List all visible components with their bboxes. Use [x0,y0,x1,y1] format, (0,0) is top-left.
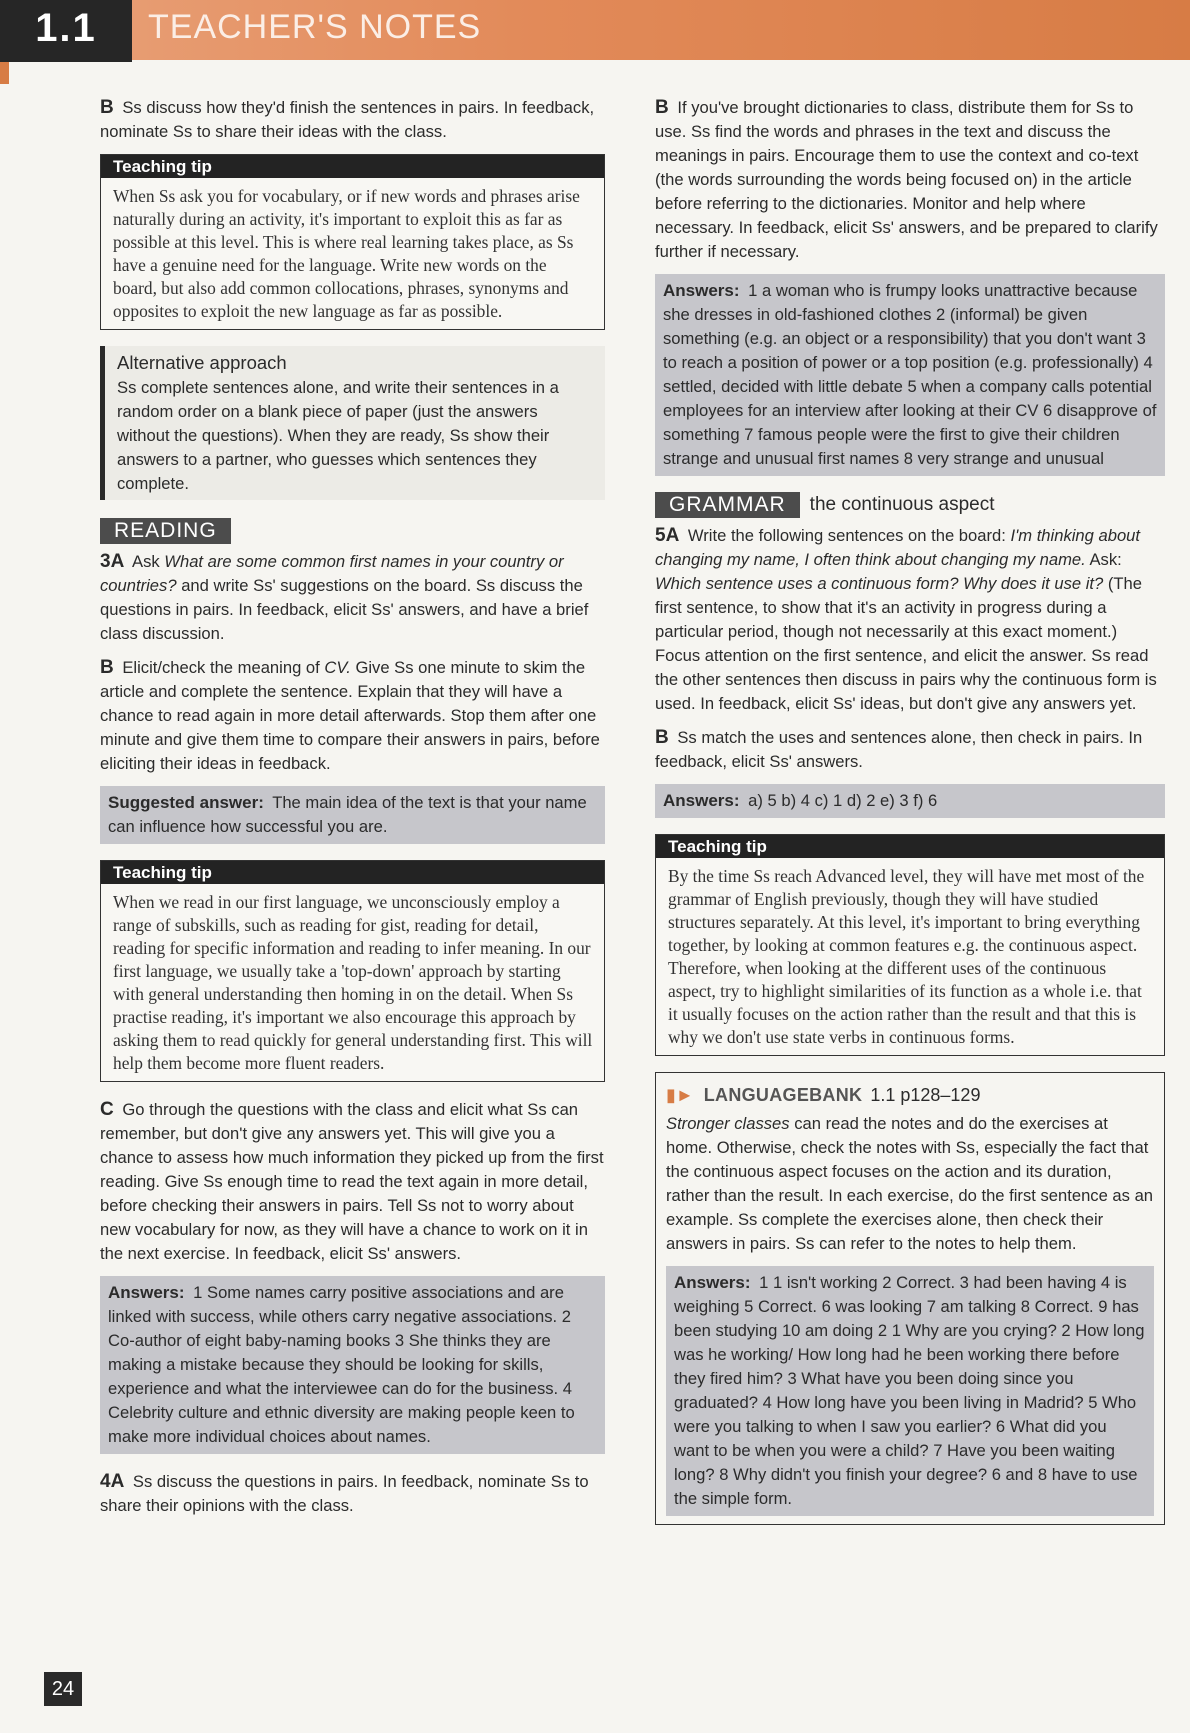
exercise-text: Elicit/check the meaning of [122,658,320,677]
board-sentences: I'm thinking about changing my name, I often think about changing my name. [655,526,1141,569]
answers-label: Answers: [674,1273,751,1292]
languagebank-reference: 1.1 p128–129 [870,1085,981,1105]
languagebank-body: can read the notes and do the exercises at home. Otherwise, check the notes with Ss, especially the fact that the continuous aspect focuses on the action and its duration, rather than the result. In each exercise, do the first sentence as an example. Ss complete the exercises alone, then check their answers in pairs. Ss can refer to the notes to help them. [666,1114,1154,1253]
languagebank-italic: Stronger classes [666,1114,790,1133]
teaching-tip-heading: Teaching tip [101,861,604,884]
exercise-4a [100,1470,605,1518]
exercise-3c [100,1098,605,1266]
teaching-tip-heading: Teaching tip [101,155,604,178]
exercise-3b [100,656,605,776]
right-column [655,96,1165,1525]
grammar-badge: GRAMMAR [655,492,800,518]
grammar-section-heading [655,492,1165,518]
teaching-tip-body: When we read in our first language, we unconsciously employ a range of subskills, such as reading for gist, reading for detail, reading for specific information and reading to infer meaning. In our first language, we usually take a 'top-down' approach by starting with general understanding then homing in on the detail. When Ss practise reading, it's important we also encourage this approach by asking them to read quickly for general understanding first. This will help them become more fluent readers. [113,892,593,1073]
exercise-term: CV. [324,658,351,677]
exercise-label: 4A [100,1471,125,1492]
page-number: 24 [44,1672,82,1706]
suggested-answer-box [100,786,605,844]
exercise-text: Ask [132,552,160,571]
exercise-label: B [100,657,114,678]
teaching-tip-box [100,860,605,1082]
arrow-right-icon: ▮► [666,1085,694,1105]
exercise-text-ask: Ask: [1089,550,1122,569]
exercise-text: Write the following sentences on the board: [687,526,1006,545]
exercise-text: If you've brought dictionaries to class, distribute them for Ss to use. Ss find the words and phrases in the text and discuss the meanings in pairs. Encourage them to use the context and co-text (the words surrounding the words being focused on) in the article before referring to the dictionaries. Monitor and help where necessary. In feedback, elicit Ss' answers, and be prepared to clarify further if necessary. [655,98,1158,261]
answers-box [655,274,1165,476]
left-column [100,96,605,1528]
exercise-text-cont: and write Ss' suggestions on the board. Ss discuss the questions in pairs. In feedback, elicit Ss' answers, and have a brief class discussion. [100,576,589,643]
answers-label: Answers: [663,791,740,810]
exercise-5b [655,726,1165,774]
exercise-text-cont: Give Ss one minute to skim the article and complete the sentence. Explain that they will have a chance to read again in more detail afterwards. Stop them after one minute and give them time to compare their answers in pairs, before eliciting their ideas in feedback. [100,658,600,773]
languagebank-heading [666,1085,1154,1106]
exercise-text-cont: (The first sentence, to show that it's an activity in progress during a particular period, though not necessarily at this exact moment.) Focus attention on the first sentence, and elicit the answer. Ss read the other sentences then discuss in pairs why the continuous form is used. In feedback, elicit Ss' ideas, but don't give any answers yet. [655,574,1157,713]
exercise-label: B [655,727,669,748]
exercise-label: C [100,1099,114,1120]
answers-label: Answers: [663,281,740,300]
exercise-2b [100,96,605,144]
answers-box [655,784,1165,818]
grammar-subtitle: the continuous aspect [809,494,995,515]
exercise-3a [100,550,605,646]
answers-box [100,1276,605,1454]
alternative-approach-box [100,346,605,500]
languagebank-text [666,1112,1154,1256]
page-title: TEACHER'S NOTES [148,8,482,46]
exercise-label: B [100,97,114,118]
answers-text: 1 Some names carry positive associations and are linked with success, while others carry negative associations. 2 Co-author of eight baby-naming books 3 She thinks they are making a mistake because they should be looking for skills, experience and what the interviewee can do for the business. 4 Celebrity culture and ethnic diversity are making people keen to make more individual choices about names. [108,1283,575,1446]
alternative-approach-title: Alternative approach [117,352,287,373]
exercise-label: B [655,97,669,118]
exercise-question: What are some common first names in your country or countries? [100,552,564,595]
teaching-tip-heading: Teaching tip [656,835,1164,858]
exercise-text: Ss discuss how they'd finish the sentences in pairs. In feedback, nominate Ss to share their ideas with the class. [100,98,595,141]
suggested-answer-text: The main idea of the text is that your name can influence how successful you are. [108,793,587,836]
teaching-tip-box [655,834,1165,1056]
exercise-label: 3A [100,551,125,572]
exercise-4b [655,96,1165,264]
exercise-text: Ss match the uses and sentences alone, then check in pairs. In feedback, elicit Ss' answers. [655,728,1143,771]
alternative-approach-body: Ss complete sentences alone, and write their sentences in a random order on a blank piece of paper (just the answers without the questions). When they are ready, Ss show their answers to a partner, who guesses which sentences they complete. [117,378,559,493]
exercise-text: Ss discuss the questions in pairs. In feedback, nominate Ss to share their opinions with the class. [100,1472,589,1515]
reading-badge: READING [100,518,231,544]
exercise-label: 5A [655,525,680,546]
teaching-tip-body: By the time Ss reach Advanced level, they will have met most of the grammar of English previously, though they will have studied structures separately. At this level, it's important to bring everything together, by looking at common features e.g. the continuous aspect. Therefore, when looking at the different uses of the continuous aspect, try to highlight similarities of its function as a whole i.e. that it usually focuses on the action rather than the result and that this is why we don't use state verbs in continuous forms. [668,866,1145,1047]
teaching-tip-box [100,154,605,330]
unit-tab-decoration [0,62,9,84]
exercise-text: Go through the questions with the class and elicit what Ss can remember, but don't give any answers yet. This will give you a chance to assess how much information they picked up from the first reading. Give Ss enough time to read the text again in more detail, before checking their answers in pairs. Tell Ss not to worry about new vocabulary for now, as they will have a chance to work on it in the next exercise. In feedback, elicit Ss' answers. [100,1100,604,1263]
answers-text: a) 5 b) 4 c) 1 d) 2 e) 3 f) 6 [748,791,938,810]
reading-section-heading [100,518,605,544]
answers-label: Answers: [108,1283,185,1302]
languagebank-box [655,1072,1165,1525]
teaching-tip-body: When Ss ask you for vocabulary, or if new words and phrases arise naturally during an activity, it's important to exploit this as far as possible at this level. This is where real learning takes place, as Ss have a genuine need for the language. Write new words on the board, but also add common collocations, phrases, synonyms and opposites to exploit the new language as far as possible. [113,186,580,321]
suggested-answer-label: Suggested answer: [108,793,264,812]
answers-box [666,1266,1154,1516]
languagebank-name: LANGUAGEBANK [703,1085,863,1105]
answers-text: 1 a woman who is frumpy looks unattractive because she dresses in old-fashioned clothes 2 (informal) be given something (e.g. an object or a responsibility) that you don't want 3 to reach a position of power or a top position (e.g. professionally) 4 settled, decided with little debate 5 when a company calls potential employees for an interview after looking at their CV 6 disapprove of something 7 famous people were the first to give their children strange and unusual first names 8 very strange and unusual [663,281,1157,468]
exercise-question: Which sentence uses a continuous form? Why does it use it? [655,574,1104,593]
answers-text: 1 1 isn't working 2 Correct. 3 had been having 4 is weighing 5 Correct. 6 was looking 7 am talking 8 Correct. 9 has been studying 10 am doing 2 1 Why are you crying? 2 How long was he working/ How long had he been working there before they fired him? 3 What have you been doing since you graduated? 4 How long have you been living in Madrid? 5 Who were you talking to when I saw you earlier? 6 What did you want to be when you were a child? 7 Have you been waiting long? 8 Why didn't you finish your degree? 6 and 8 have to use the simple form. [674,1273,1145,1508]
exercise-5a [655,524,1165,716]
unit-number: 1.1 [0,0,132,62]
